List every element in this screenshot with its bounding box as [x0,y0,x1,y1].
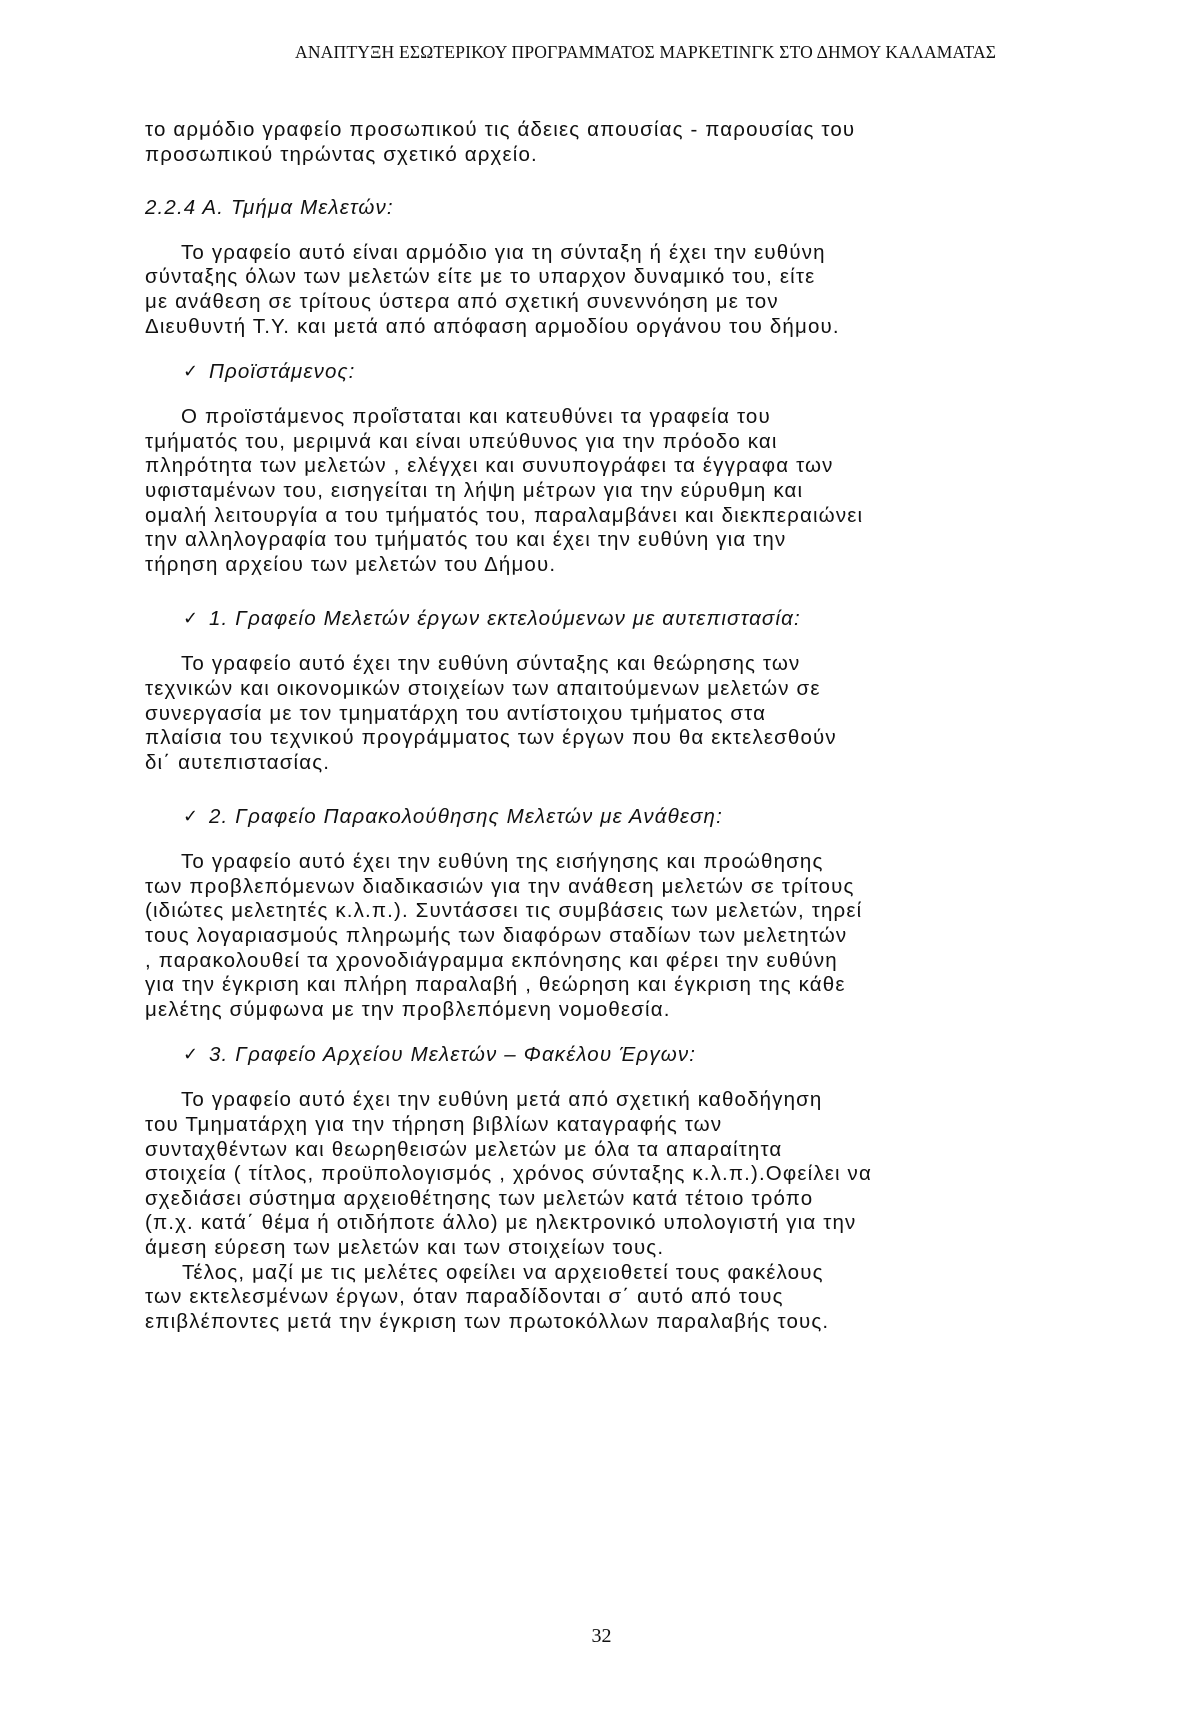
office-3-line-2: του Τμηματάρχη για την τήρηση βιβλίων καταγραφής των [145,1113,723,1137]
office-3-title: 3. Γραφείο Αρχείου Μελετών – Φακέλου Έργων: [209,1043,697,1067]
office-2-line-6: για την έγκριση και πλήρη παραλαβή , θεώρηση και έγκριση της κάθε [145,973,846,997]
intro-line-2: προσωπικού τηρώντας σχετικό αρχείο. [145,142,538,166]
office-3-line-7: άμεση εύρεση των μελετών και των στοιχείων τους. [145,1236,665,1259]
office-2-line-5: , παρακολουθεί τα χρονοδιάγραμμα εκπόνησης και φέρει την ευθύνη [145,948,838,972]
running-header: ΑΝΑΠΤΥΞΗ ΕΣΩΤΕΡΙΚΟΥ ΠΡΟΓΡΑΜΜΑΤΟΣ ΜΑΡΚΕΤΙΝΓΚ ΣΤΟ ΔΗΜΟΥ ΚΑΛΑΜΑΤΑΣ [295,42,997,62]
head-line-6: την αλληλογραφία του τμήματός του και έχει την ευθύνη για την [145,528,787,552]
head-line-4: υφισταμένων του, εισηγείται τη λήψη μέτρων για την εύρυθμη και [145,478,804,502]
head-line-1: Ο προϊστάμενος προΐσταται και κατευθύνει τα γραφεία του [181,405,771,429]
office-1-line-1: Το γραφείο αυτό έχει την ευθύνη σύνταξης και θεώρησης των [181,652,801,676]
office-3-line-8: Τέλος, μαζί με τις μελέτες οφείλει να αρχειοθετεί τους φακέλους [182,1260,824,1284]
office-3-heading [145,1042,1050,1068]
office-3-line-10: επιβλέποντες μετά την έγκριση των πρωτοκόλλων παραλαβής τους. [145,1309,830,1333]
checkmark-icon: ✓ [183,806,200,827]
checkmark-icon: ✓ [183,608,200,629]
page-number: 32 [591,1625,612,1647]
office-3-line-6: (π.χ. κατά΄ θέμα ή οτιδήποτε άλλο) με ηλεκτρονικό υπολογιστή για την [145,1211,857,1235]
office-1-title: 1. Γραφείο Μελετών έργων εκτελούμενων με αυτεπιστασία: [209,607,801,631]
checkmark-icon: ✓ [183,1044,200,1065]
head-line-2: τμήματός του, μεριμνά και είναι υπεύθυνος για την πρόοδο και [145,429,778,453]
page-content [145,118,1050,1334]
office-2-heading [145,804,1050,830]
office-3-line-5: σχεδιάσει σύστημα αρχειοθέτησης των μελετών κατά τέτοιο τρόπο [145,1186,814,1210]
head-of-dept-heading [145,359,1050,385]
office-2-title: 2. Γραφείο Παρακολούθησης Μελετών με Ανάθεση: [209,805,723,829]
head-line-7: τήρηση αρχείου των μελετών του Δήμου. [145,552,557,576]
office-1-line-4: πλαίσια του τεχνικού προγράμματος των έργων που θα εκτελεσθούν [145,726,837,750]
office-1-line-2: τεχνικών και οικονομικών στοιχείων των απαιτούμενων μελετών σε [145,676,821,700]
office-2-line-7: μελέτης σύμφωνα με την προβλεπόμενη νομοθεσία. [145,997,671,1021]
section-heading: 2.2.4 Α. Τμήμα Μελετών: [145,196,394,220]
head-line-5: ομαλή λειτουργία α του τμήματός του, παραλαμβάνει και διεκπεραιώνει [145,503,864,527]
checkmark-icon: ✓ [183,361,200,382]
office-2-line-2: των προβλεπόμενων διαδικασιών για την ανάθεση μελετών σε τρίτους [145,874,855,898]
office-3-line-1: Το γραφείο αυτό έχει την ευθύνη μετά από σχετική καθοδήγηση [181,1088,823,1112]
section-line-4: Διευθυντή Τ.Υ. και μετά από απόφαση αρμοδίου οργάνου του δήμου. [145,314,840,338]
intro-line-1: το αρμόδιο γραφείο προσωπικού τις άδειες απουσίας - παρουσίας του [145,118,856,141]
section-line-1: Το γραφείο αυτό είναι αρμόδιο για τη σύνταξη ή έχει την ευθύνη [181,240,826,264]
head-line-3: πληρότητα των μελετών , ελέγχει και συνυπογράφει τα έγγραφα των [145,454,834,478]
office-2-line-1: Το γραφείο αυτό έχει την ευθύνη της εισήγησης και προώθησης [181,850,824,874]
office-2-line-3: (ιδιώτες μελετητές κ.λ.π.). Συντάσσει τις συμβάσεις των μελετών, τηρεί [145,899,863,923]
office-3-line-3: συνταχθέντων και θεωρηθεισών μελετών με όλα τα απαραίτητα [145,1137,783,1161]
head-of-dept-title: Προϊστάμενος: [209,360,356,384]
office-1-line-5: δι΄ αυτεπιστασίας. [145,750,331,774]
office-1-line-3: συνεργασία με τον τμηματάρχη του αντίστοιχου τμήματος στα [145,701,767,725]
office-2-line-4: τους λογαριασμούς πληρωμής των διαφόρων σταδίων των μελετητών [145,924,848,948]
section-line-3: με ανάθεση σε τρίτους ύστερα από σχετική συνεννόηση με τον [145,289,779,313]
office-3-line-9: των εκτελεσμένων έργων, όταν παραδίδονται σ΄ αυτό από τους [145,1285,784,1309]
office-1-heading [145,606,1050,632]
section-line-2: σύνταξης όλων των μελετών είτε με το υπαρχον δυναμικό του, είτε [145,265,816,289]
office-3-line-4: στοιχεία ( τίτλος, προϋπολογισμός , χρόνος σύνταξης κ.λ.π.).Οφείλει να [145,1162,872,1186]
